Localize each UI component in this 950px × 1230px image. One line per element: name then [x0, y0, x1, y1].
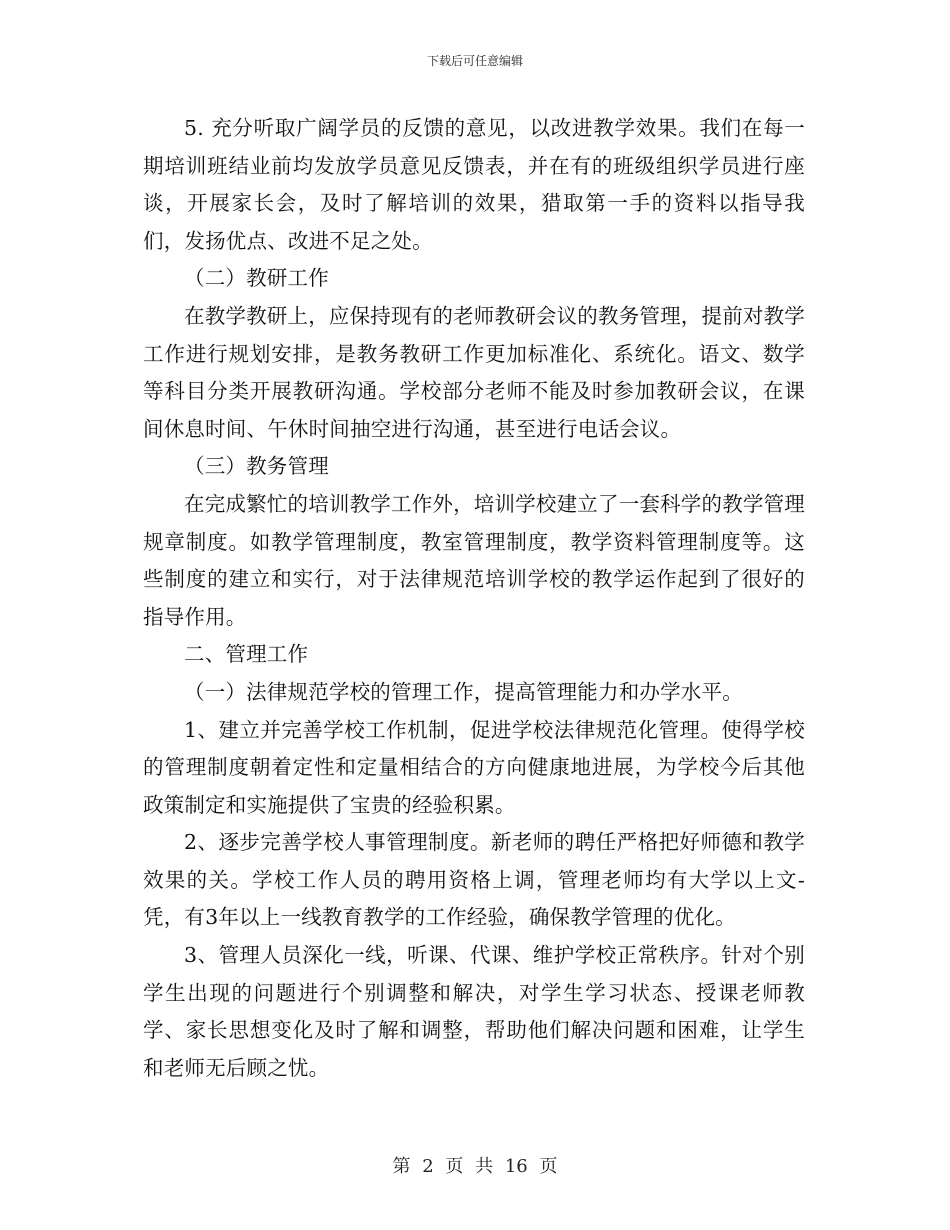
- paragraph-academic-affairs: 在完成繁忙的培训教学工作外，培训学校建立了一套科学的教学管理规章制度。如教学管理制度，教室管理制度，教学资料管理制度等。这些制度的建立和实行，对于法律规范培训学校的教学运作起到了很好的指导作用。: [143, 491, 805, 629]
- page-header-note: 下载后可任意编辑: [426, 54, 523, 68]
- paragraph-mechanism: 1、建立并完善学校工作机制，促进学校法律规范化管理。使得学校的管理制度朝着定性和定量相结合的方向健康地进展，为学校今后其他政策制定和实施提供了宝贵的经验积累。: [143, 717, 805, 817]
- page-number: 第 2 页 共 16 页: [392, 1156, 558, 1177]
- section-heading-management: 二、管理工作: [184, 642, 309, 667]
- paragraph-teaching-research: 在教学教研上，应保持现有的老师教研会议的教务管理，提前对教学工作进行规划安排，是教务教研工作更加标准化、系统化。语文、数学等科目分类开展教研沟通。学校部分老师不能及时参加教研会议，在课间休息时间、午休时间抽空进行沟通，甚至进行电话会议。: [143, 303, 805, 441]
- document-body: [143, 110, 805, 1087]
- subsection-heading-school-management: （一）法律规范学校的管理工作，提高管理能力和办学水平。: [184, 679, 743, 704]
- paragraph-feedback: 5. 充分听取广阔学员的反馈的意见，以改进教学效果。我们在每一期培训班结业前均发放学员意见反馈表，并在有的班级组织学员进行座谈，开展家长会，及时了解培训的效果，猎取第一手的资料以指导我们，发扬优点、改进不足之处。: [143, 116, 805, 253]
- paragraph-personnel: 2、逐步完善学校人事管理制度。新老师的聘任严格把好师德和教学效果的关。学校工作人员的聘用资格上调，管理老师均有大学以上文-凭，有3年以上一线教育教学的工作经验，确保教学管理的优化。: [143, 830, 805, 930]
- paragraph-frontline: 3、管理人员深化一线，听课、代课、维护学校正常秩序。针对个别学生出现的问题进行个别调整和解决，对学生学习状态、授课老师教学、家长思想变化及时了解和调整，帮助他们解决问题和困难，让学生和老师无后顾之忧。: [143, 943, 805, 1080]
- section-heading-academic-affairs: （三）教务管理: [184, 454, 329, 479]
- section-heading-teaching-research: （二）教研工作: [184, 266, 329, 291]
